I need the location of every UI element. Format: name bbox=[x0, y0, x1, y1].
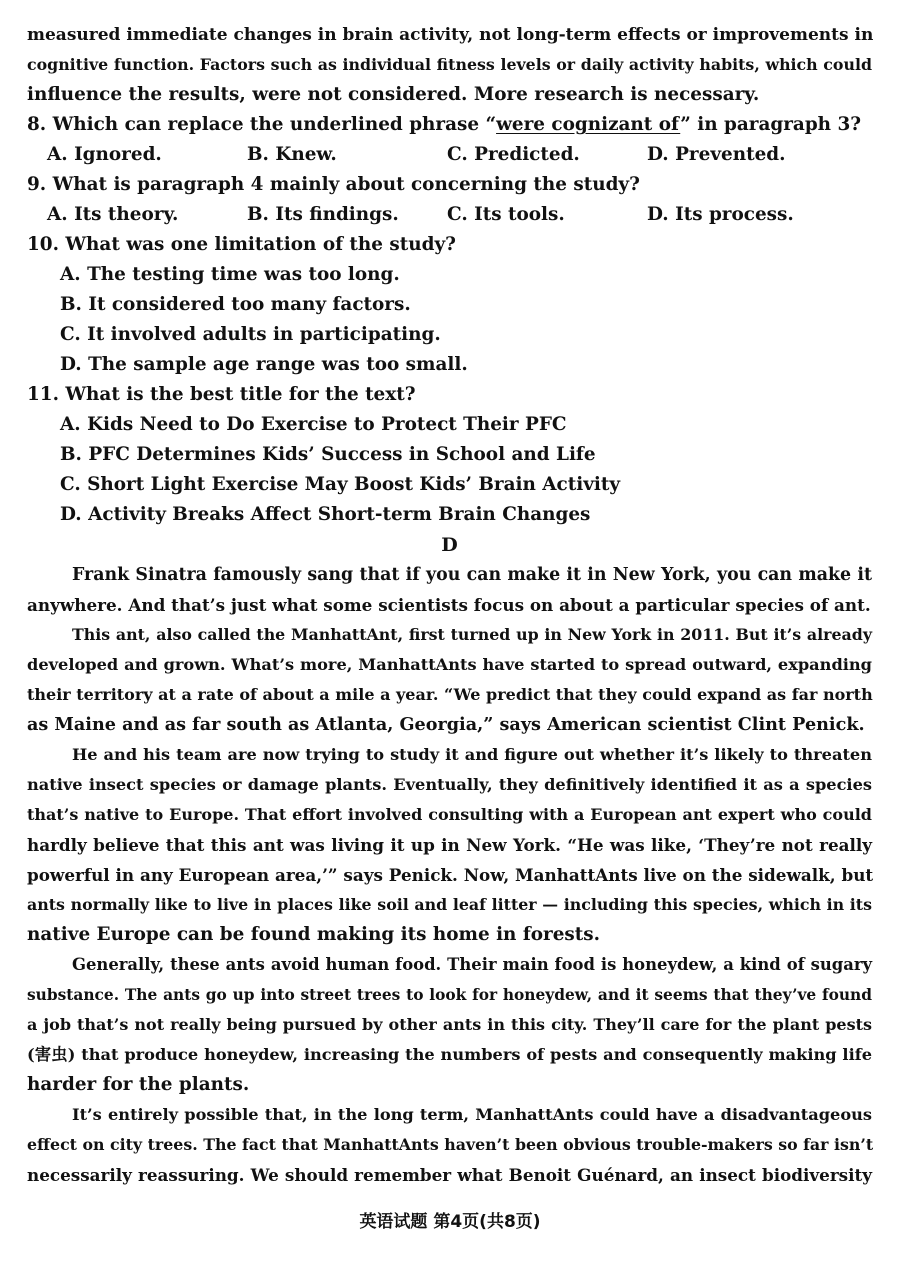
section-d-paragraph-3 bbox=[27, 740, 872, 950]
passage-line: (害虫) that produce honeydew, increasing the numbers of pests and consequently making life bbox=[27, 1045, 872, 1064]
option-c: C. It involved adults in participating. bbox=[60, 324, 441, 345]
underlined-phrase: were cognizant of bbox=[496, 114, 681, 135]
option-a: A. Its theory. bbox=[47, 204, 179, 225]
passage-line: hardly believe that this ant was living it up in New York. “He was like, ‘They’re not really bbox=[27, 835, 872, 855]
passage-line: cognitive function. Factors such as individual fitness levels or daily activity habits, which could bbox=[27, 55, 872, 74]
option-c: C. Short Light Exercise May Boost Kids’ Brain Activity bbox=[60, 474, 621, 495]
section-title: D bbox=[441, 534, 458, 556]
option-c: C. Predicted. bbox=[447, 144, 580, 165]
option-a: A. Kids Need to Do Exercise to Protect Their PFC bbox=[60, 414, 567, 435]
passage-line: Generally, these ants avoid human food. Their main food is honeydew, a kind of sugary bbox=[72, 955, 872, 974]
passage-line: This ant, also called the ManhattAnt, first turned up in New York in 2011. But it’s already bbox=[72, 625, 872, 644]
passage-line: harder for the plants. bbox=[27, 1074, 250, 1095]
option-b: B. PFC Determines Kids’ Success in School and Life bbox=[60, 444, 596, 465]
passage-line: powerful in any European area,’” says Penick. Now, ManhattAnts live on the sidewalk, but bbox=[27, 865, 874, 885]
passage-line: native insect species or damage plants. Eventually, they definitively identified it as a species bbox=[27, 775, 872, 794]
passage-c-tail bbox=[27, 20, 872, 1190]
passage-line: as Maine and as far south as Atlanta, Georgia,” says American scientist Clint Penick. bbox=[27, 714, 865, 735]
passage-line: It’s entirely possible that, in the long term, ManhattAnts could have a disadvantageous bbox=[72, 1105, 872, 1124]
question-10-stem: 10. What was one limitation of the study? bbox=[27, 234, 456, 255]
option-a: A. Ignored. bbox=[47, 144, 162, 165]
passage-line: necessarily reassuring. We should remember what Benoit Guénard, an insect biodiversity bbox=[27, 1165, 872, 1185]
question-8-options bbox=[27, 140, 872, 170]
question-9-stem: 9. What is paragraph 4 mainly about concerning the study? bbox=[27, 174, 640, 195]
option-b: B. Its findings. bbox=[247, 204, 399, 225]
passage-line: their territory at a rate of about a mile a year. “We predict that they could expand as far north bbox=[27, 685, 873, 704]
option-d: D. The sample age range was too small. bbox=[60, 354, 468, 375]
question-8-stem: 8. Which can replace the underlined phrase “were cognizant of” in paragraph 3? bbox=[27, 114, 862, 135]
option-c: C. Its tools. bbox=[447, 204, 565, 225]
passage-line: anywhere. And that’s just what some scientists focus on about a particular species of ant. bbox=[27, 595, 871, 615]
option-d: D. Activity Breaks Affect Short-term Brain Changes bbox=[60, 504, 591, 525]
section-d-paragraph-1 bbox=[27, 560, 872, 620]
passage-line: a job that’s not really being pursued by other ants in this city. They’ll care for the plant pests bbox=[27, 1015, 872, 1034]
option-b: B. Knew. bbox=[247, 144, 337, 165]
option-d: D. Its process. bbox=[647, 204, 794, 225]
passage-line: measured immediate changes in brain activity, not long-term effects or improvements in bbox=[27, 25, 874, 45]
passage-line: He and his team are now trying to study it and figure out whether it’s likely to threaten bbox=[72, 745, 872, 764]
passage-line: effect on city trees. The fact that ManhattAnts haven’t been obvious trouble-makers so far isn’t bbox=[27, 1135, 874, 1154]
option-a: A. The testing time was too long. bbox=[60, 264, 400, 285]
section-d-paragraph-5 bbox=[27, 1100, 872, 1190]
section-d-paragraph-2 bbox=[27, 620, 872, 740]
section-d-paragraph-4 bbox=[27, 950, 872, 1100]
question-11-stem: 11. What is the best title for the text? bbox=[27, 384, 416, 405]
question-9-options bbox=[27, 200, 872, 230]
passage-line: ants normally like to live in places like soil and leaf litter — including this species, which in its bbox=[27, 895, 872, 914]
option-d: D. Prevented. bbox=[647, 144, 786, 165]
passage-line: substance. The ants go up into street trees to look for honeydew, and it seems that they’ve found bbox=[27, 986, 872, 1004]
passage-line: that’s native to Europe. That effort involved consulting with a European ant expert who could bbox=[27, 805, 872, 824]
passage-line: influence the results, were not considered. More research is necessary. bbox=[27, 84, 760, 105]
option-b: B. It considered too many factors. bbox=[60, 294, 411, 315]
page-footer: 英语试题 第4页(共8页) bbox=[359, 1212, 541, 1232]
passage-line: developed and grown. What’s more, ManhattAnts have started to spread outward, expanding bbox=[27, 655, 872, 674]
passage-line: native Europe can be found making its home in forests. bbox=[27, 924, 601, 945]
passage-line: Frank Sinatra famously sang that if you can make it in New York, you can make it bbox=[72, 565, 872, 585]
